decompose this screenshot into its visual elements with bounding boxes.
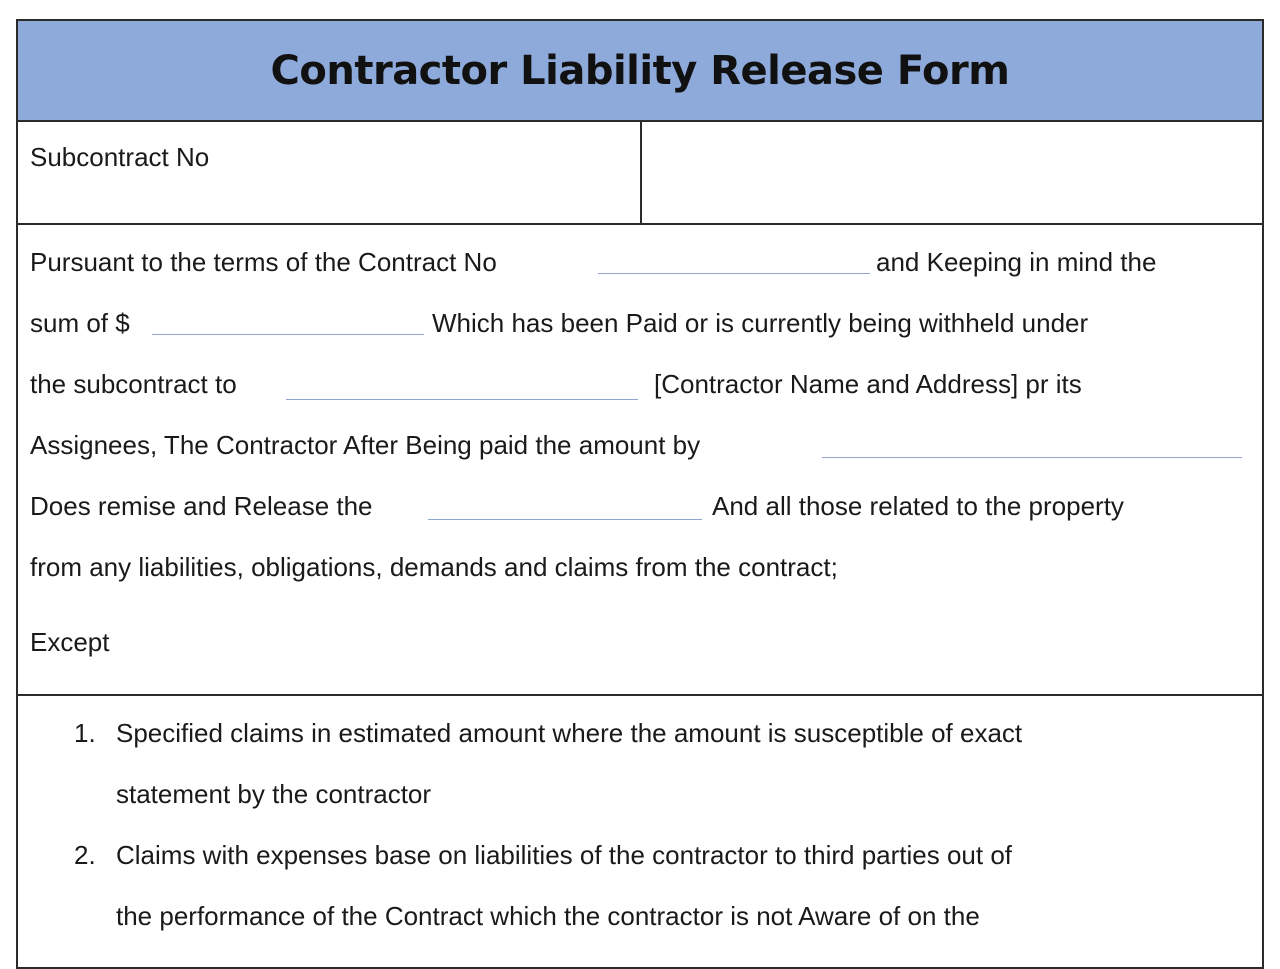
list-item-text: statement by the contractor	[116, 779, 432, 809]
paid-by-blank[interactable]	[822, 457, 1242, 458]
clause-text: And all those related to the property	[712, 491, 1124, 521]
list-item-text: Specified claims in estimated amount where the amount is susceptible of exact	[116, 718, 1023, 748]
subcontract-label: Subcontract No	[30, 142, 210, 172]
release-form	[16, 19, 1264, 969]
contract-number-blank[interactable]	[598, 273, 870, 274]
clause-text: [Contractor Name and Address] pr its	[654, 369, 1082, 399]
except-label: Except	[30, 627, 110, 657]
released-party-blank[interactable]	[428, 519, 702, 520]
clause-text: the subcontract to	[30, 369, 237, 399]
page-title: Contractor Liability Release Form	[270, 47, 1010, 94]
list-item-text: the performance of the Contract which the contractor is not Aware of on the	[116, 901, 980, 931]
contractor-name-blank[interactable]	[286, 399, 638, 400]
clause-text: Pursuant to the terms of the Contract No	[30, 247, 497, 277]
cell-divider	[640, 122, 642, 223]
clause-text: Assignees, The Contractor After Being paid the amount by	[30, 430, 701, 460]
list-item-number: 1.	[74, 718, 96, 748]
release-clause	[18, 225, 1262, 696]
form-header	[18, 21, 1262, 122]
list-item-text: Claims with expenses base on liabilities of the contractor to third parties out of	[116, 840, 1013, 870]
sum-amount-blank[interactable]	[152, 334, 424, 335]
list-item-number: 2.	[74, 840, 96, 870]
exceptions-list	[18, 696, 1262, 967]
clause-text: from any liabilities, obligations, demands and claims from the contract;	[30, 552, 838, 582]
subcontract-row	[18, 122, 1262, 225]
clause-text: Does remise and Release the	[30, 491, 373, 521]
clause-text: and Keeping in mind the	[876, 247, 1157, 277]
clause-text: sum of $	[30, 308, 130, 338]
clause-text: Which has been Paid or is currently being withheld under	[432, 308, 1089, 338]
